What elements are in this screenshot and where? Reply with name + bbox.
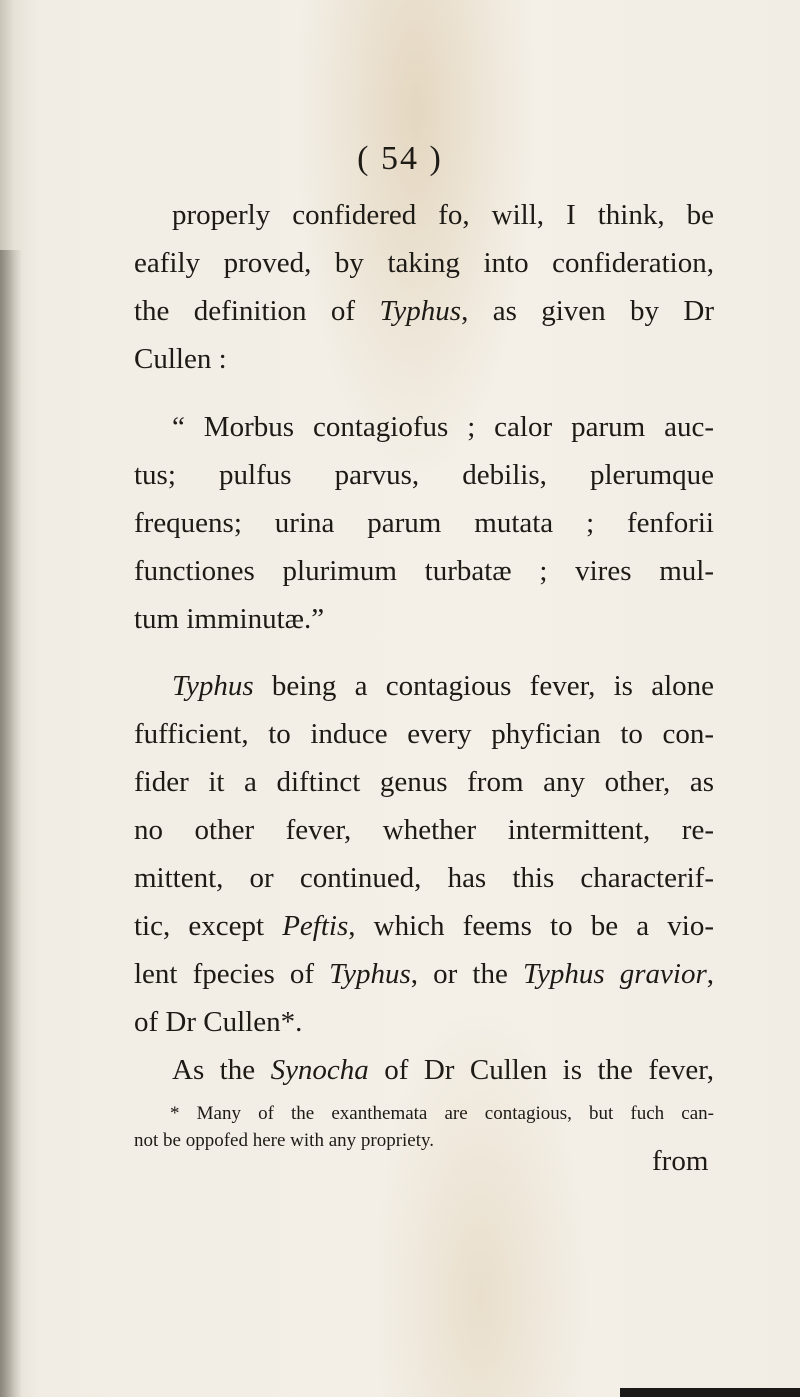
scan-edge: [620, 1388, 800, 1397]
page-number: ( 54 ): [357, 140, 443, 177]
text-run: of Dr Cullen is the fever,: [368, 1054, 714, 1086]
text-run: , which feems to be a vio-: [348, 910, 714, 942]
text-run: being a contagious fever, is alone: [253, 670, 714, 702]
footnote-line: * Many of the exanthemata are contagious, but fuch can-: [170, 1103, 714, 1124]
italic-term: Peftis: [282, 910, 349, 942]
text-run: ,: [706, 958, 715, 990]
quote-line: tus; pulfus parvus, debilis, plerumque: [134, 459, 714, 491]
quote-line: “ Morbus contagiofus ; calor parum auc-: [172, 411, 714, 443]
italic-term: Typhus: [172, 670, 254, 702]
italic-term: Synocha: [270, 1054, 369, 1086]
quote-line: tum imminutæ.”: [134, 603, 325, 635]
text-run: lent fpecies of: [134, 958, 330, 990]
text-line: fider it a diftinct genus from any other, as: [134, 766, 714, 798]
footnote-line: not be oppofed here with any propriety.: [134, 1130, 435, 1151]
text-line: properly confidered fo, will, I think, be: [172, 199, 714, 231]
text-line: eafily proved, by taking into confideration,: [134, 247, 714, 279]
text-line: no other fever, whether intermittent, re-: [134, 814, 714, 846]
text-run: As the: [172, 1054, 271, 1086]
text-line: of Dr Cullen*.: [134, 1006, 303, 1038]
italic-term: Typhus gravior: [523, 958, 707, 990]
italic-term: Typhus: [379, 295, 462, 327]
text-line: [134, 908, 714, 944]
text-run: , as given by Dr: [461, 295, 715, 327]
text-line: mittent, or continued, has this characterif-: [134, 862, 714, 894]
italic-term: Typhus: [329, 958, 411, 990]
text-run: the definition of: [134, 295, 380, 327]
quote-line: frequens; urina parum mutata ; fenforii: [134, 507, 714, 539]
catchword: from: [652, 1145, 709, 1177]
text-line: [134, 293, 714, 329]
text-line: fufficient, to induce every phyfician to con-: [134, 718, 714, 750]
quote-line: functiones plurimum turbatæ ; vires mul-: [134, 555, 714, 587]
text-run: , or the: [410, 958, 523, 990]
text-run: tic, except: [134, 910, 283, 942]
text-line: [172, 668, 714, 704]
binding-shadow: [0, 250, 22, 1397]
text-line: [134, 956, 714, 992]
text-line: [172, 1052, 714, 1088]
text-line: Cullen :: [134, 343, 227, 375]
